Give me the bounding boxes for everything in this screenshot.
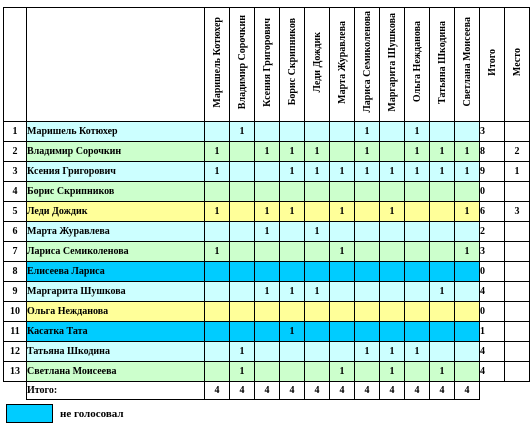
vote-cell: 1	[355, 342, 380, 362]
row-total: 4	[480, 362, 505, 382]
row-place	[505, 302, 530, 322]
row-total: 0	[480, 262, 505, 282]
vote-cell	[205, 282, 230, 302]
vote-cell	[355, 202, 380, 222]
vote-cell	[280, 242, 305, 262]
totals-spacer	[480, 382, 505, 400]
vote-cell	[305, 242, 330, 262]
vote-cell: 1	[455, 242, 480, 262]
vote-cell	[330, 182, 355, 202]
vote-cell	[455, 182, 480, 202]
column-total: 4	[430, 382, 455, 400]
row-name: Ксения Григорович	[27, 162, 205, 182]
vote-cell	[330, 342, 355, 362]
place-header	[505, 8, 530, 122]
column-header-label: Маргарита Шушкова	[386, 12, 398, 112]
voting-table	[3, 7, 530, 400]
vote-cell: 1	[455, 202, 480, 222]
vote-cell	[255, 162, 280, 182]
column-header-label: Ольга Нежданова	[411, 21, 423, 103]
row-number: 8	[4, 262, 27, 282]
row-total: 3	[480, 242, 505, 262]
row-place	[505, 342, 530, 362]
vote-cell: 1	[430, 362, 455, 382]
column-total: 4	[280, 382, 305, 400]
table-row	[4, 282, 530, 302]
row-number: 11	[4, 322, 27, 342]
row-name: Лариса Семиколенова	[27, 242, 205, 262]
vote-cell	[305, 342, 330, 362]
vote-cell	[405, 202, 430, 222]
vote-cell: 1	[330, 202, 355, 222]
vote-cell	[205, 322, 230, 342]
vote-cell	[205, 122, 230, 142]
vote-cell	[355, 302, 380, 322]
vote-cell	[205, 182, 230, 202]
column-header-label: Леди Дождик	[311, 31, 323, 93]
column-header-label: Лариса Семиколенова	[361, 11, 373, 113]
table-row	[4, 142, 530, 162]
vote-cell	[380, 322, 405, 342]
vote-cell: 1	[355, 162, 380, 182]
row-total: 4	[480, 342, 505, 362]
vote-cell	[430, 342, 455, 362]
vote-cell: 1	[330, 242, 355, 262]
vote-cell: 1	[380, 362, 405, 382]
vote-cell	[430, 302, 455, 322]
column-total: 4	[330, 382, 355, 400]
vote-cell: 1	[305, 162, 330, 182]
vote-cell: 1	[380, 162, 405, 182]
row-total: 3	[480, 122, 505, 142]
row-number: 1	[4, 122, 27, 142]
vote-cell: 1	[280, 162, 305, 182]
row-place: 2	[505, 142, 530, 162]
row-number: 5	[4, 202, 27, 222]
row-number: 10	[4, 302, 27, 322]
row-name: Марта Журавлева	[27, 222, 205, 242]
vote-cell	[255, 362, 280, 382]
vote-cell	[305, 122, 330, 142]
table-row	[4, 122, 530, 142]
table-row	[4, 322, 530, 342]
vote-cell	[280, 262, 305, 282]
vote-cell	[355, 242, 380, 262]
row-total: 0	[480, 302, 505, 322]
vote-cell: 1	[255, 222, 280, 242]
vote-cell	[230, 202, 255, 222]
row-number: 7	[4, 242, 27, 262]
vote-cell	[230, 142, 255, 162]
row-number: 2	[4, 142, 27, 162]
vote-cell: 1	[205, 202, 230, 222]
table-row	[4, 262, 530, 282]
table-row	[4, 302, 530, 322]
vote-cell	[305, 262, 330, 282]
vote-cell	[230, 302, 255, 322]
row-place	[505, 282, 530, 302]
column-total: 4	[355, 382, 380, 400]
column-total: 4	[455, 382, 480, 400]
vote-cell: 1	[255, 142, 280, 162]
row-name: Татьяна Шкодина	[27, 342, 205, 362]
column-total: 4	[305, 382, 330, 400]
row-name: Елисеева Лариса	[27, 262, 205, 282]
vote-cell	[205, 222, 230, 242]
vote-cell: 1	[230, 362, 255, 382]
vote-cell	[355, 282, 380, 302]
place-header-label: Место	[511, 47, 523, 77]
vote-cell	[405, 282, 430, 302]
vote-cell: 1	[455, 162, 480, 182]
totals-label: Итого:	[27, 382, 205, 400]
column-total: 4	[255, 382, 280, 400]
vote-cell: 1	[205, 162, 230, 182]
row-number: 9	[4, 282, 27, 302]
vote-cell: 1	[430, 162, 455, 182]
vote-cell: 1	[305, 142, 330, 162]
vote-cell	[330, 322, 355, 342]
vote-cell: 1	[230, 342, 255, 362]
table-body	[4, 122, 530, 400]
column-header-label: Маришель Котюхер	[211, 16, 223, 108]
vote-cell	[230, 162, 255, 182]
corner-cell	[4, 8, 27, 122]
table-row	[4, 182, 530, 202]
vote-cell	[305, 362, 330, 382]
vote-cell	[355, 182, 380, 202]
vote-cell	[280, 182, 305, 202]
row-number: 4	[4, 182, 27, 202]
vote-cell	[255, 242, 280, 262]
vote-cell	[405, 362, 430, 382]
row-name: Борис Скрипников	[27, 182, 205, 202]
vote-cell	[330, 222, 355, 242]
table-row	[4, 362, 530, 382]
vote-cell	[355, 322, 380, 342]
column-header	[430, 8, 455, 122]
vote-cell	[330, 142, 355, 162]
table-row	[4, 242, 530, 262]
totals-spacer	[505, 382, 530, 400]
vote-cell	[255, 262, 280, 282]
row-place	[505, 122, 530, 142]
row-place	[505, 262, 530, 282]
vote-cell: 1	[305, 222, 330, 242]
column-header-label: Татьяна Шкодина	[436, 20, 448, 104]
column-header	[230, 8, 255, 122]
column-header	[280, 8, 305, 122]
column-header-label: Светлана Моисеева	[461, 17, 473, 107]
row-number: 6	[4, 222, 27, 242]
vote-cell	[380, 142, 405, 162]
vote-cell	[405, 262, 430, 282]
vote-cell	[430, 242, 455, 262]
column-header-label: Владимир Сорочкин	[236, 14, 248, 110]
vote-cell	[380, 122, 405, 142]
vote-cell: 1	[405, 162, 430, 182]
total-header-label: Итого	[486, 48, 498, 76]
name-header-cell	[27, 8, 205, 122]
vote-cell: 1	[280, 322, 305, 342]
vote-cell	[255, 342, 280, 362]
vote-cell: 1	[230, 122, 255, 142]
vote-cell	[330, 262, 355, 282]
not-voted-swatch	[6, 404, 53, 423]
vote-cell: 1	[280, 142, 305, 162]
vote-cell	[230, 282, 255, 302]
vote-cell	[230, 242, 255, 262]
vote-cell	[355, 362, 380, 382]
vote-cell	[380, 242, 405, 262]
row-number: 13	[4, 362, 27, 382]
vote-cell	[280, 302, 305, 322]
vote-cell	[205, 262, 230, 282]
row-name: Леди Дождик	[27, 202, 205, 222]
vote-cell	[230, 262, 255, 282]
vote-cell	[455, 222, 480, 242]
vote-cell: 1	[255, 282, 280, 302]
vote-cell: 1	[330, 362, 355, 382]
vote-cell	[430, 322, 455, 342]
column-header	[305, 8, 330, 122]
vote-cell: 1	[305, 282, 330, 302]
vote-cell	[230, 222, 255, 242]
vote-cell	[430, 262, 455, 282]
vote-cell	[205, 302, 230, 322]
vote-cell	[405, 222, 430, 242]
column-total: 4	[405, 382, 430, 400]
vote-cell	[305, 202, 330, 222]
vote-cell	[280, 362, 305, 382]
totals-spacer	[4, 382, 27, 400]
row-total: 9	[480, 162, 505, 182]
vote-cell	[380, 262, 405, 282]
row-name: Маргарита Шушкова	[27, 282, 205, 302]
vote-cell: 1	[330, 162, 355, 182]
column-total: 4	[205, 382, 230, 400]
row-place: 3	[505, 202, 530, 222]
row-total: 4	[480, 282, 505, 302]
vote-cell	[455, 302, 480, 322]
vote-cell	[205, 362, 230, 382]
row-place: 1	[505, 162, 530, 182]
table-row	[4, 222, 530, 242]
table-row	[4, 162, 530, 182]
vote-cell	[355, 262, 380, 282]
row-place	[505, 322, 530, 342]
column-header	[380, 8, 405, 122]
header-row	[4, 8, 530, 122]
vote-cell	[255, 322, 280, 342]
vote-cell	[405, 242, 430, 262]
vote-cell: 1	[205, 142, 230, 162]
vote-cell	[255, 182, 280, 202]
vote-cell: 1	[455, 142, 480, 162]
vote-cell	[405, 302, 430, 322]
column-header	[255, 8, 280, 122]
vote-cell: 1	[405, 142, 430, 162]
vote-cell	[455, 322, 480, 342]
row-place	[505, 222, 530, 242]
vote-cell	[230, 322, 255, 342]
row-number: 3	[4, 162, 27, 182]
vote-cell	[430, 182, 455, 202]
table-row	[4, 342, 530, 362]
vote-cell	[430, 222, 455, 242]
vote-cell	[455, 362, 480, 382]
vote-cell	[380, 222, 405, 242]
vote-cell: 1	[205, 242, 230, 262]
vote-cell	[430, 122, 455, 142]
column-header	[330, 8, 355, 122]
vote-cell	[205, 342, 230, 362]
vote-cell	[305, 322, 330, 342]
vote-cell	[355, 222, 380, 242]
row-name: Владимир Сорочкин	[27, 142, 205, 162]
vote-cell: 1	[280, 202, 305, 222]
vote-cell	[280, 342, 305, 362]
row-total: 6	[480, 202, 505, 222]
vote-cell	[305, 302, 330, 322]
vote-cell	[455, 282, 480, 302]
row-total: 0	[480, 182, 505, 202]
vote-cell: 1	[280, 282, 305, 302]
vote-cell	[330, 122, 355, 142]
vote-cell	[455, 122, 480, 142]
column-header	[405, 8, 430, 122]
row-total: 8	[480, 142, 505, 162]
vote-cell	[380, 282, 405, 302]
vote-cell	[380, 302, 405, 322]
column-header	[455, 8, 480, 122]
row-place	[505, 242, 530, 262]
column-header	[355, 8, 380, 122]
row-name: Светлана Моисеева	[27, 362, 205, 382]
vote-cell: 1	[380, 202, 405, 222]
legend	[6, 404, 124, 423]
total-header	[480, 8, 505, 122]
vote-cell: 1	[405, 342, 430, 362]
table-row	[4, 202, 530, 222]
totals-row	[4, 382, 530, 400]
row-place	[505, 362, 530, 382]
column-total: 4	[380, 382, 405, 400]
column-header	[205, 8, 230, 122]
vote-cell	[330, 282, 355, 302]
legend-label: не голосовал	[60, 407, 124, 420]
vote-cell	[255, 122, 280, 142]
vote-cell	[305, 182, 330, 202]
row-number: 12	[4, 342, 27, 362]
vote-cell	[330, 302, 355, 322]
vote-cell	[405, 322, 430, 342]
row-place	[505, 182, 530, 202]
vote-cell	[430, 202, 455, 222]
vote-cell: 1	[405, 122, 430, 142]
row-name: Ольга Нежданова	[27, 302, 205, 322]
vote-cell: 1	[355, 122, 380, 142]
vote-cell	[405, 182, 430, 202]
vote-cell: 1	[430, 282, 455, 302]
vote-cell: 1	[430, 142, 455, 162]
vote-cell	[255, 302, 280, 322]
vote-cell: 1	[380, 342, 405, 362]
row-name: Касатка Тата	[27, 322, 205, 342]
vote-cell	[230, 182, 255, 202]
row-name: Маришель Котюхер	[27, 122, 205, 142]
column-header-label: Марта Журавлева	[336, 20, 348, 104]
vote-cell: 1	[255, 202, 280, 222]
voting-sheet	[3, 7, 530, 420]
vote-cell	[280, 122, 305, 142]
vote-cell	[455, 342, 480, 362]
vote-cell	[280, 222, 305, 242]
row-total: 1	[480, 322, 505, 342]
vote-cell: 1	[355, 142, 380, 162]
row-total: 2	[480, 222, 505, 242]
column-header-label: Борис Скрипников	[286, 18, 298, 106]
vote-cell	[380, 182, 405, 202]
vote-cell	[455, 262, 480, 282]
column-header-label: Ксения Григорович	[261, 17, 273, 107]
column-total: 4	[230, 382, 255, 400]
